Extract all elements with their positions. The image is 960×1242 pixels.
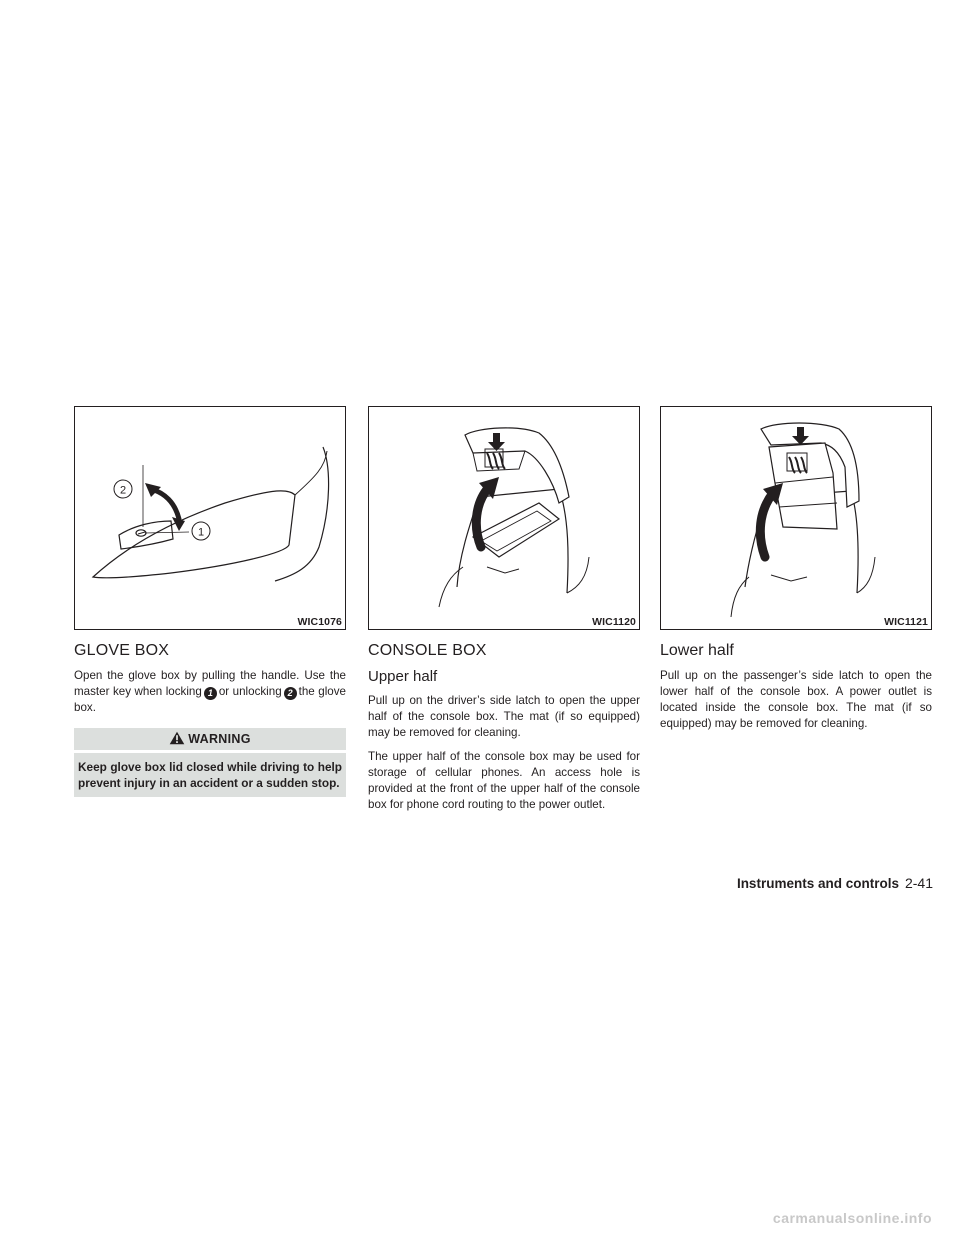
- figure-callout-1: 1: [197, 526, 205, 539]
- footer-section-title: Instruments and controls: [736, 876, 899, 891]
- console-upper-figure: [368, 406, 640, 630]
- figure-id: WIC1120: [592, 616, 636, 628]
- figure-callout-2: 2: [119, 484, 127, 497]
- section-heading: CONSOLE BOX: [368, 642, 487, 659]
- paragraph-part: or unlocking: [218, 685, 282, 698]
- open-arrow-icon: [476, 477, 499, 547]
- warning-box: [74, 728, 346, 797]
- paragraph-part: the glove box.: [74, 685, 346, 714]
- callout-1-icon: 1: [204, 687, 217, 700]
- section-heading: GLOVE BOX: [74, 642, 170, 659]
- console-upper-paragraph-2: The upper half of the console box may be used for storage of cellular phones. An access hole is provided at the front of the upper half of the console box for phone cord routing to the power outlet.: [368, 750, 640, 811]
- callout-2-icon: 2: [284, 687, 297, 700]
- open-arrow-icon: [760, 483, 783, 557]
- console-upper-paragraph-1: Pull up on the driver’s side latch to open the upper half of the console box. The mat (if so equipped) may be removed for cleaning.: [368, 694, 640, 739]
- warning-header: [74, 728, 346, 750]
- console-lower-paragraph: Pull up on the passenger’s side latch to open the lower half of the console box. A power outlet is located inside the console box. The mat (if so equipped) may be removed for cleaning.: [660, 669, 932, 730]
- figure-id: WIC1076: [297, 616, 342, 628]
- warning-triangle-icon: [169, 731, 185, 745]
- figure-id: WIC1121: [884, 616, 928, 628]
- glove-box-section: [74, 406, 346, 797]
- subheading: Lower half: [660, 642, 734, 659]
- paragraph-part: Open the glove box by pulling the handle. Use the master key when locking: [74, 669, 346, 698]
- page-footer: [737, 875, 933, 891]
- glove-box-paragraph: [74, 668, 346, 716]
- glove-box-figure: [74, 406, 346, 630]
- page-number: 2-41: [904, 875, 933, 891]
- warning-title: WARNING: [188, 732, 251, 746]
- console-lower-illustration: [661, 407, 931, 629]
- console-lower-figure: [660, 406, 932, 630]
- console-lower-section: [660, 406, 932, 732]
- warning-text: Keep glove box lid closed while driving to help prevent injury in an accident or a sudden stop.: [78, 760, 342, 790]
- subheading: Upper half: [368, 668, 438, 685]
- glove-box-illustration: [75, 407, 345, 629]
- watermark: carmanualsonline.info: [772, 1210, 932, 1226]
- console-upper-illustration: [369, 407, 639, 629]
- console-upper-section: [368, 406, 640, 813]
